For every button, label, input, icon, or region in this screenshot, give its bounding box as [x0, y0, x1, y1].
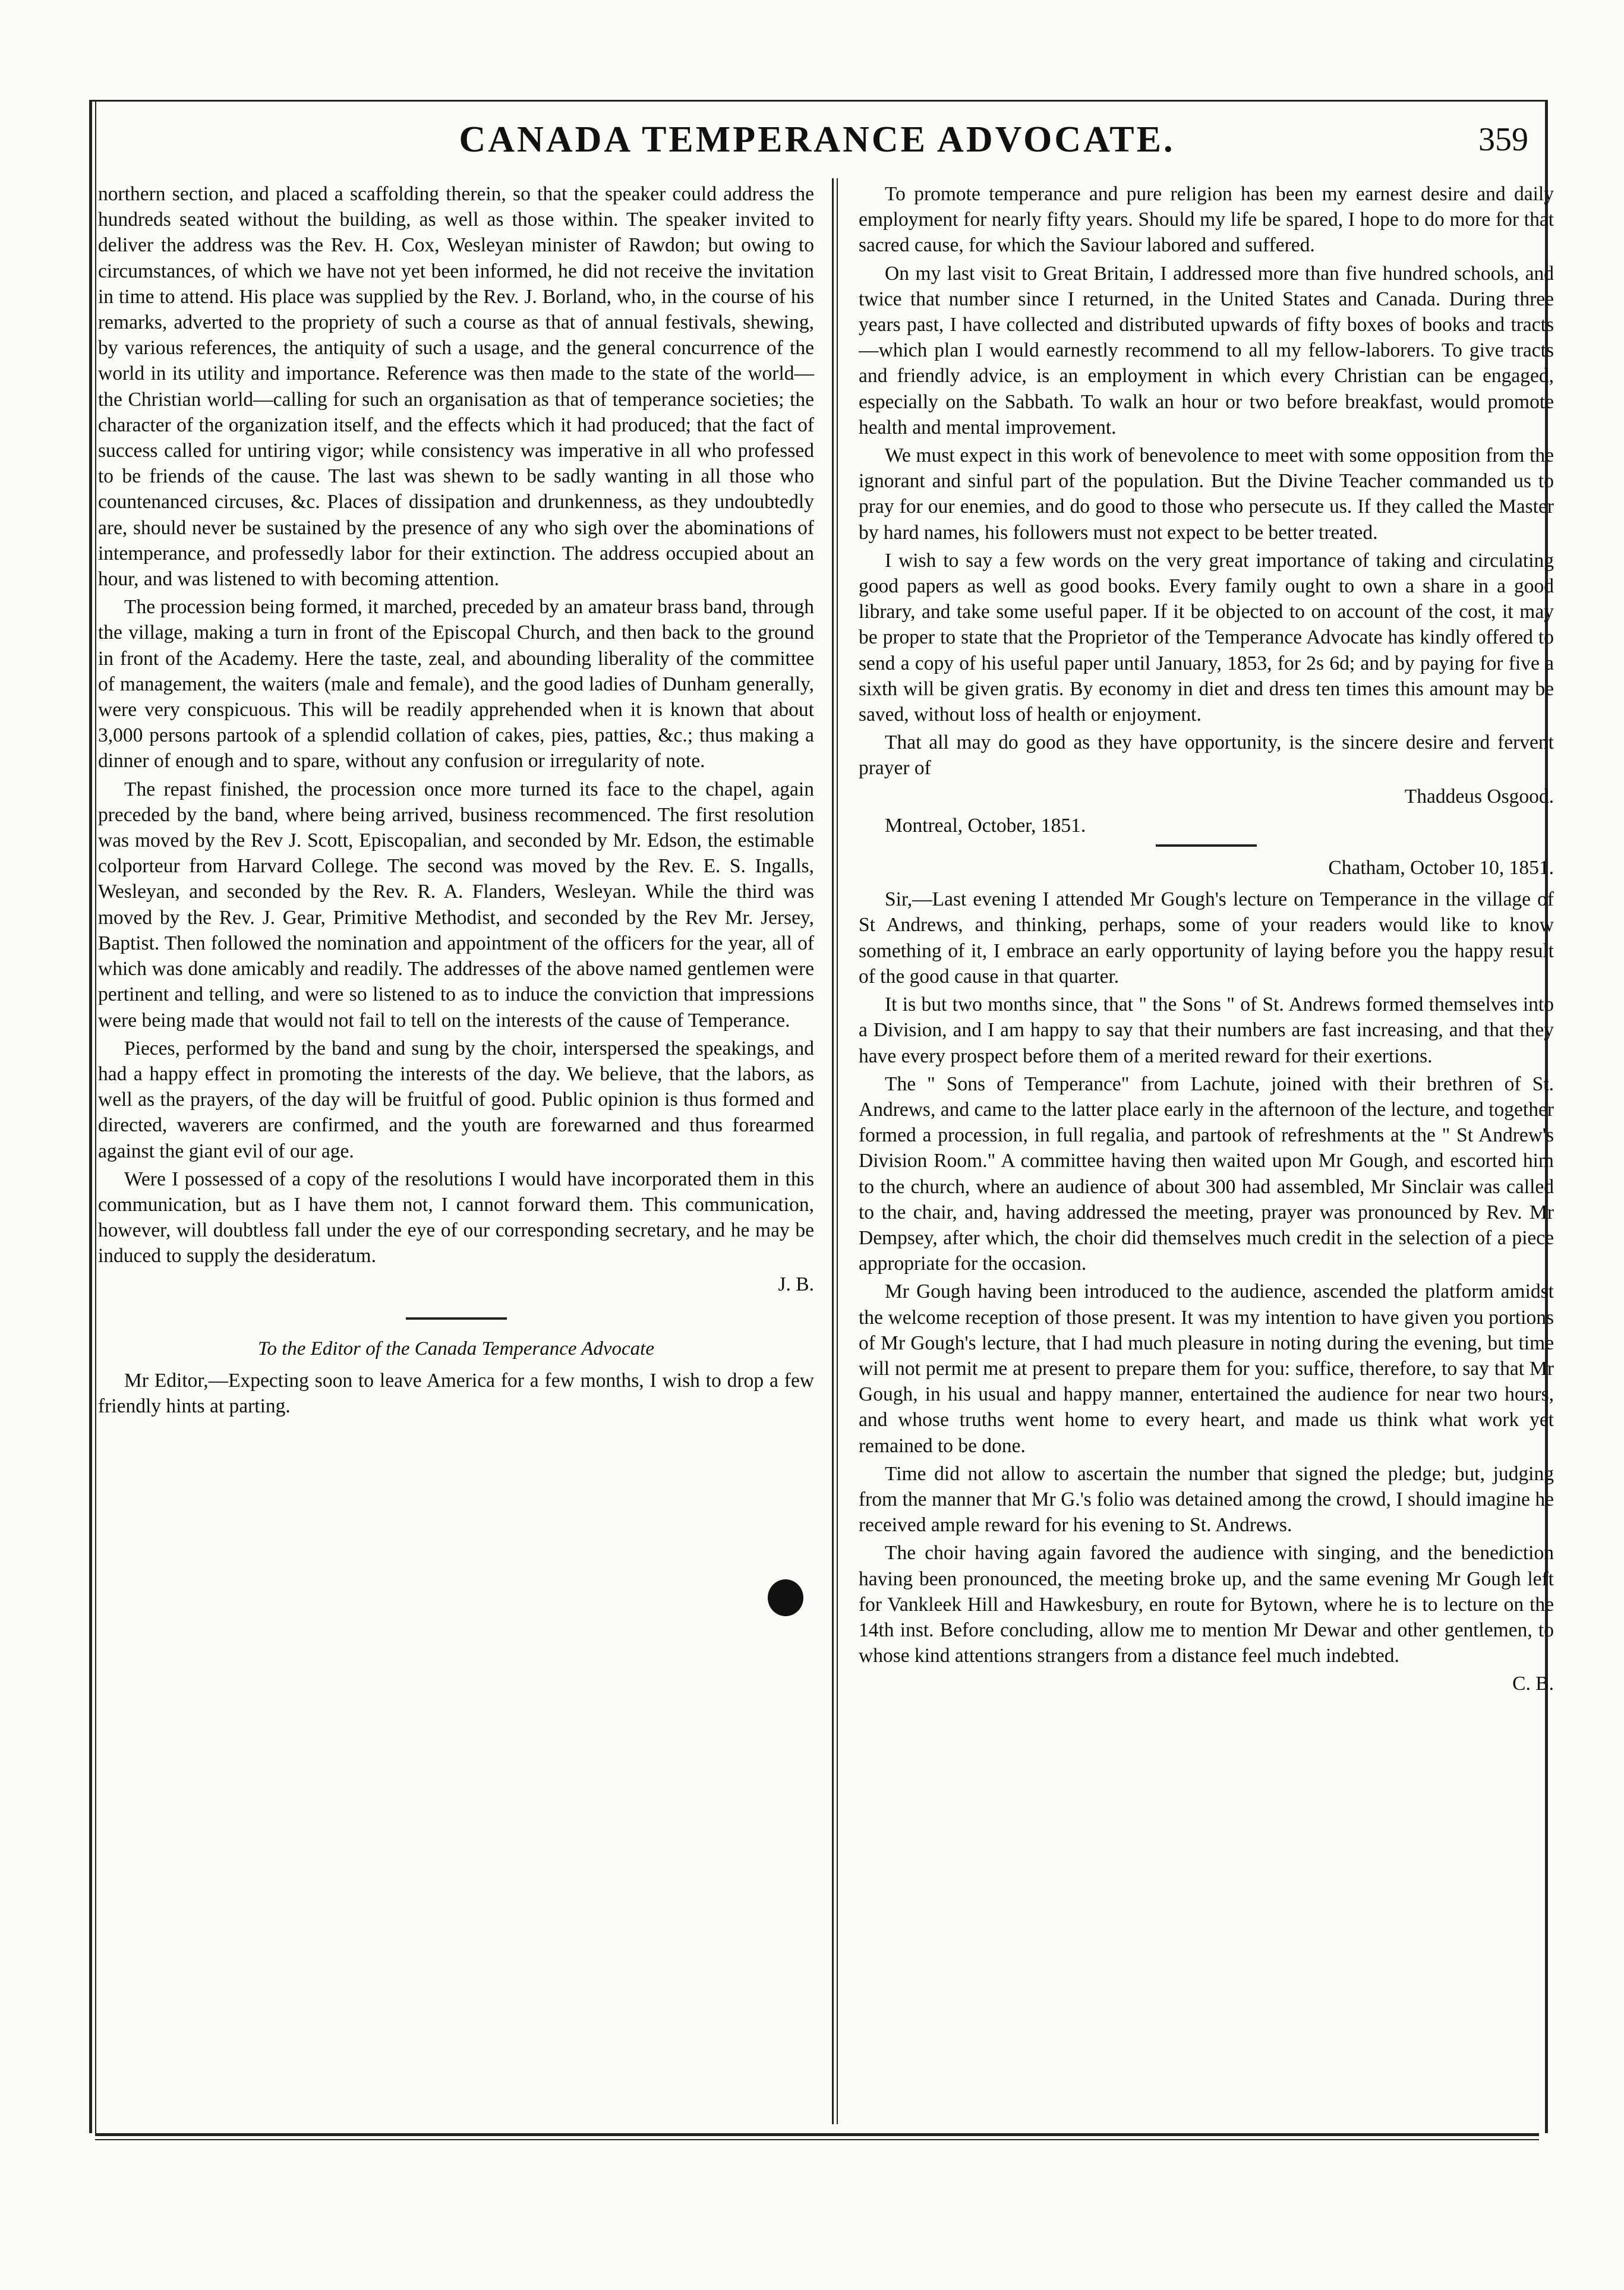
page-header [95, 113, 1539, 166]
left-paragraph-1: northern section, and placed a scaffolding therein, so that the speaker could address the hundreds seated without the building, as well as those within. The speaker invited to deliver the address was the Rev. H. Cox, Wesleyan minister of Rawdon; but owing to circumstances, of which we have not yet been informed, he did not receive the invitation in time to attend. His place was supplied by the Rev. J. Borland, who, in the course of his remarks, adverted to the propriety of such a course as that of annual festivals, shewing, by various references, the antiquity of such a usage, and the general concurrence of the world in its utility and importance. Reference was then made to the state of the world—the Christian world—calling for such an organisation as that of temperance societies; the character of the organization itself, and the effects which it had produced; that the fact of success called for untiring vigor; while consistency was imperative in all who professed to be friends of the cause. The last was shewn to be sadly wanting in all those who countenanced circuses, &c. Places of dissipation and drunkenness, as they undoubtedly are, should never be sustained by the presence of any who sigh over the abominations of intemperance, and professedly labor for their extinction. The address occupied about an hour, and was listened to with becoming attention. [98, 183, 814, 591]
right-paragraph-1: To promote temperance and pure religion has been my earnest desire and daily employment for nearly fifty years. Should my life be spared, I hope to do more for that sacred cause, for which the Saviour labored and suffered. [859, 183, 1554, 257]
left-border-rule [89, 101, 92, 2133]
publication-title: CANADA TEMPERANCE ADVOCATE. [459, 119, 1175, 160]
right-paragraph-3: We must expect in this work of benevolence to meet with some opposition from the ignorant and sinful part of the population. But the Divine Teacher commanded us to pray for our enemies, and do good to those who persecute us. If they called the Master by hard names, his followers must not expect to be better treated. [859, 444, 1554, 544]
left-paragraph-5: Were I possessed of a copy of the resolutions I would have incorporated them in this communication, but as I have them not, I cannot forward them. This communication, however, will doubtless fall under the eye of our corresponding secretary, and he may be induced to supply the desideratum. [98, 1168, 814, 1267]
column-divider [832, 178, 834, 2124]
ink-blot [768, 1579, 803, 1616]
right-paragraph-11: The choir having again favored the audience with singing, and the benediction having been pronounced, the meeting broke up, and the same evening Mr Gough left for Vankleek Hill and Hawkesbury, en route for Bytown, where he is to lecture on the 14th inst. Before concluding, allow me to mention Mr Dewar and other gentlemen, to whose kind attentions strangers from a distance feel much indebted. [859, 1542, 1554, 1667]
right-paragraph-7: It is but two months since, that " the Sons " of St. Andrews formed themselves into a Division, and I am happy to say that their numbers are fast increasing, and that they have every prospect before them of a merited reward for their exertions. [859, 993, 1554, 1067]
letter-separator [1156, 844, 1257, 847]
left-column [98, 181, 814, 1421]
place-date: Montreal, October, 1851. [885, 814, 1086, 837]
page-number: 359 [1478, 121, 1528, 158]
footer-rule-thin [95, 2139, 1539, 2140]
right-paragraph-6: Sir,—Last evening I attended Mr Gough's lecture on Temperance in the village of St Andrews, and thinking, perhaps, some of your readers would like to know something of it, I embrace an early opportunity of laying before you the happy result of the good cause in that quarter. [859, 888, 1554, 988]
left-paragraph-2: The procession being formed, it marched, preceded by an amateur brass band, through the village, making a turn in front of the Episcopal Church, and then back to the ground in front of the Academy. Here the taste, zeal, and abounding liberality of the committee of management, the waiters (male and female), and the good ladies of Dunham generally, were very conspicuous. This will be readily apprehended when it is known that about 3,000 persons partook of a splendid collation of cakes, pies, patties, &c.; thus making a dinner of enough and to spare, without any confusion or irregularity of note. [98, 596, 814, 772]
top-border-rule [89, 100, 1548, 102]
signature-cb: C. B. [1512, 1673, 1554, 1695]
right-paragraph-10: Time did not allow to ascertain the number that signed the pledge; but, judging from the manner that Mr G.'s folio was detained among the crowd, I should imagine he received ample reward for his evening to St. Andrews. [859, 1462, 1554, 1537]
left-paragraph-4: Pieces, performed by the band and sung by the choir, interspersed the speakings, and had a happy effect in promoting the interests of the day. We believe, that the labors, as well as the prayers, of the day will be fruitful of good. Public opinion is thus formed and directed, waverers are confirmed, and the youth are forewarned and thus forearmed against the giant evil of our age. [98, 1037, 814, 1162]
right-paragraph-4: I wish to say a few words on the very great importance of taking and circulating good papers as well as good books. Every family ought to own a share in a good library, and take some useful paper. If it be objected to on account of the cost, it may be proper to state that the Proprietor of the Temperance Advocate has kindly offered to send a copy of his useful paper until January, 1853, for 2s 6d; and by paying for five a sixth will be given gratis. By economy in diet and dress ten times this amount may be saved, without loss of health or enjoyment. [859, 549, 1554, 726]
column-divider-inner [837, 178, 838, 2124]
right-paragraph-2: On my last visit to Great Britain, I addressed more than five hundred schools, and twice that number since I returned, in the United States and Canada. During three years past, I have collected and distributed upwards of fifty boxes of books and tracts —which plan I would earnestly recommend to all my fellow-laborers. To give tracts and friendly advice, is an employment in which every Christian can be engaged, especially on the Sabbath. To walk an hour or two before breakfast, would promote health and mental improvement. [859, 262, 1554, 439]
footer-rule [95, 2133, 1539, 2136]
right-column [859, 181, 1554, 1701]
section-separator [406, 1317, 507, 1320]
editor-heading: To the Editor of the Canada Temperance Advocate [258, 1338, 654, 1360]
signature-osgood: Thaddeus Osgood. [1404, 785, 1554, 808]
left-paragraph-6: Mr Editor,—Expecting soon to leave America for a few months, I wish to drop a few friendly hints at parting. [98, 1369, 814, 1418]
dateline: Chatham, October 10, 1851. [1328, 857, 1554, 879]
left-border-rule-inner [95, 101, 96, 2133]
right-paragraph-5: That all may do good as they have opportunity, is the sincere desire and fervent prayer of [859, 731, 1554, 780]
right-paragraph-9: Mr Gough having been introduced to the audience, ascended the platform amidst the welcome reception of those present. It was my intention to have given you portions of Mr Gough's lecture, that I had much pleasure in noting during the evening, but time will not permit me at present to prepare them for you: suffice, therefore, to say that Mr Gough, in his usual and happy manner, entertained the audience for near two hours, and whose truths went home to every heart, and made us think what work yet remained to be done. [859, 1280, 1554, 1457]
right-paragraph-8: The " Sons of Temperance" from Lachute, joined with their brethren of St. Andrews, and came to the latter place early in the afternoon of the lecture, and together formed a procession, in full regalia, and partook of refreshments at the " St Andrew's Division Room." A committee having then waited upon Mr Gough, and escorted him to the church, where an audience of about 300 had assembled, Mr Sinclair was called to the chair, and, having addressed the meeting, prayer was pronounced by Rev. Mr Dempsey, after which, the choir did themselves much credit in the selection of a piece appropriate for the occasion. [859, 1073, 1554, 1275]
left-paragraph-3: The repast finished, the procession once more turned its face to the chapel, again preceded by the band, where being arrived, business recommenced. The first resolution was moved by the Rev J. Scott, Episcopalian, and seconded by Mr. Edson, the estimable colporteur from Harvard College. The second was moved by the Rev. E. S. Ingalls, Wesleyan, and seconded by the Rev. R. A. Flanders, Wesleyan. While the third was moved by the Rev. J. Gear, Primitive Methodist, and seconded by the Rev Mr. Jersey, Baptist. Then followed the nomination and appointment of the officers for the year, all of which was done amicably and readily. The addresses of the above named gentlemen were pertinent and telling, and were so listened to as to induce the conviction that impressions were being made that would not fail to tell on the interests of the cause of Temperance. [98, 778, 814, 1032]
signature-jb: J. B. [778, 1273, 814, 1295]
